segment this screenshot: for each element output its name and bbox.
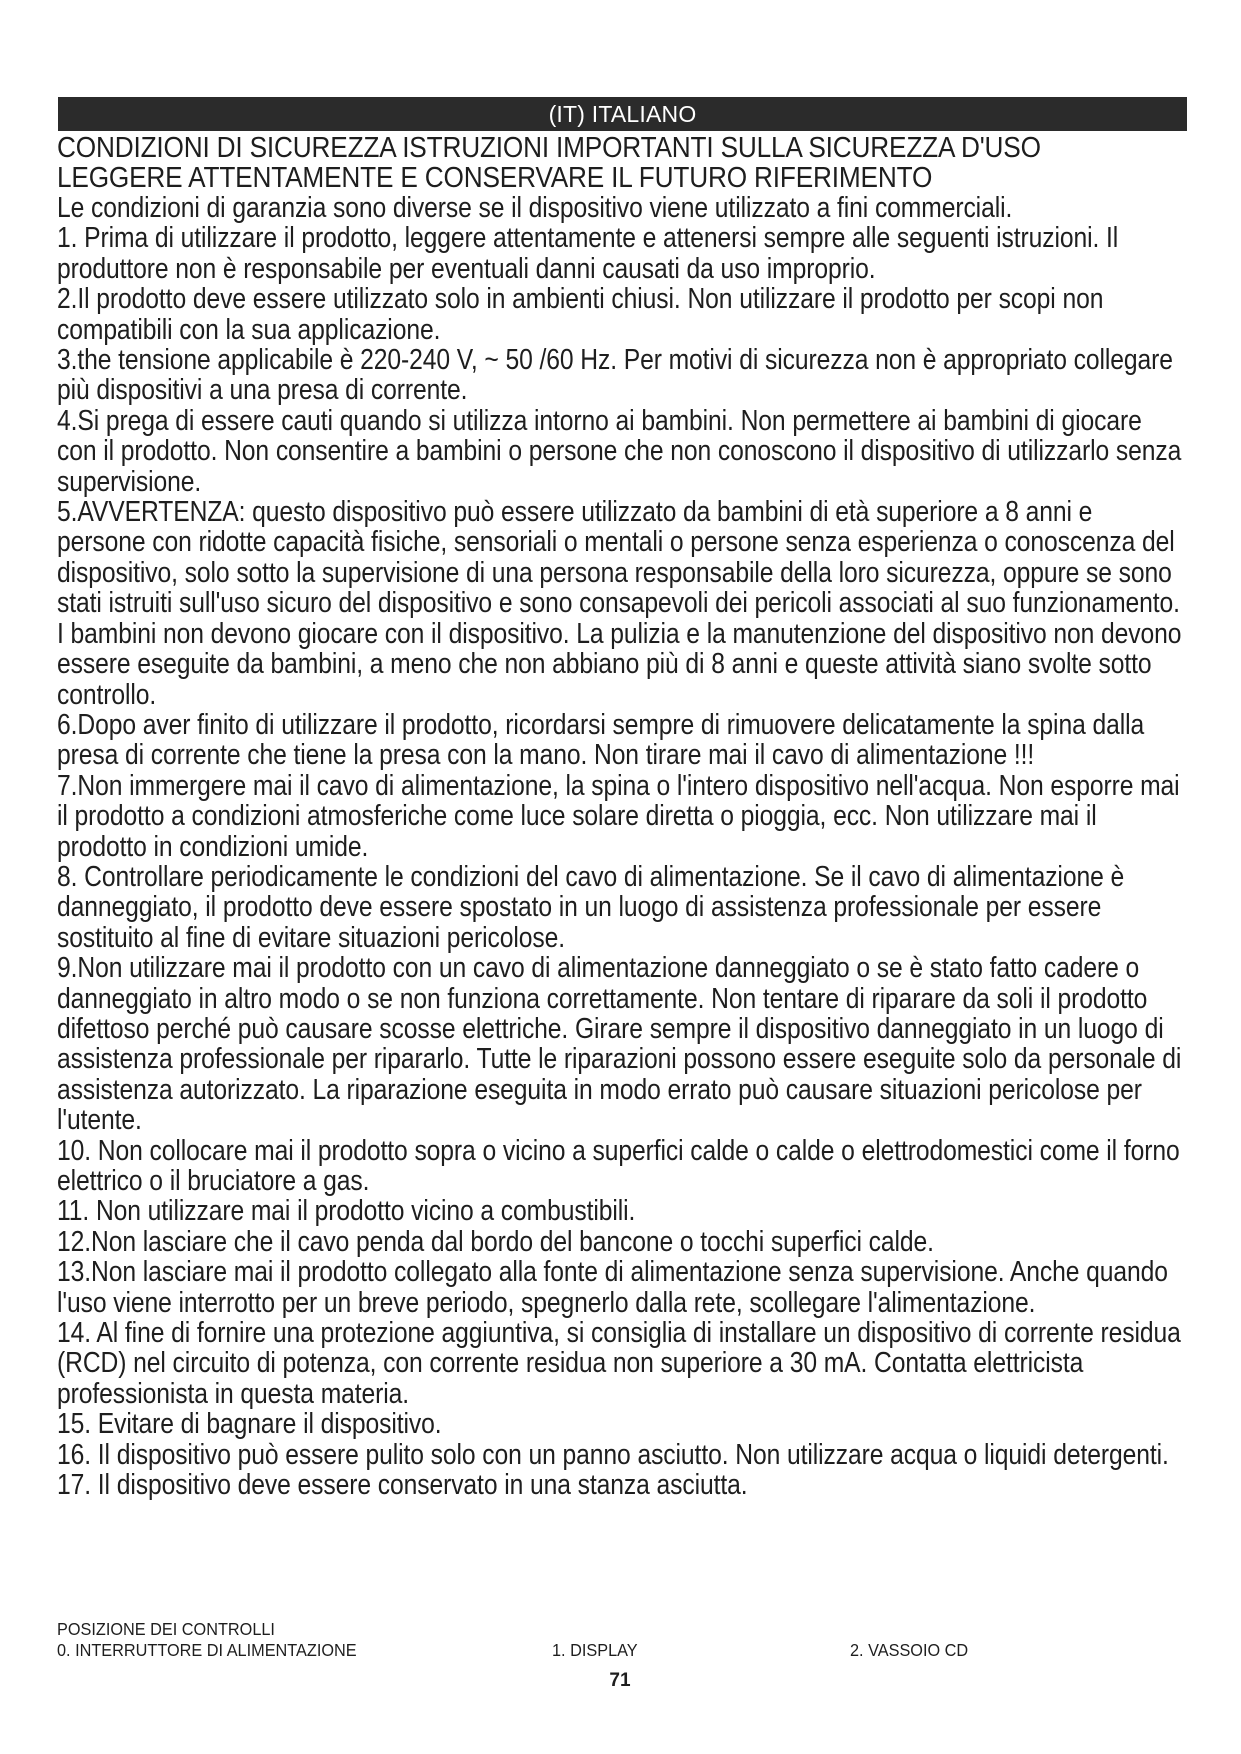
page-number: 71 — [609, 1670, 631, 1691]
instruction-item: 4.Si prega di essere cauti quando si utilizza intorno ai bambini. Non permettere ai bambini di giocare con il prodotto. Non consentire a bambini o persone che non conoscono il dispositivo di utilizzarlo senza supervisione. — [57, 404, 1182, 498]
instruction-item: 15. Evitare di bagnare il dispositivo. — [57, 1408, 442, 1441]
instruction-item: 11. Non utilizzare mai il prodotto vicino a combustibili. — [57, 1195, 636, 1228]
warranty-note: Le condizioni di garanzia sono diverse se il dispositivo viene utilizzato a fini commerciali. — [57, 192, 1013, 224]
instruction-item: 1. Prima di utilizzare il prodotto, leggere attentamente e attenersi sempre alle seguenti istruzioni. Il produttore non è responsabile per eventuali danni causati da uso improprio. — [57, 222, 1119, 285]
control-power-switch: 0. INTERRUTTORE DI ALIMENTAZIONE — [57, 1640, 357, 1660]
instruction-item: 13.Non lasciare mai il prodotto collegato alla fonte di alimentazione senza supervisione. Anche quando l'uso viene interrotto per un breve periodo, spegnerlo dalla rete, scollegare l'alimentazione. — [57, 1256, 1168, 1319]
language-header-bar: (IT) ITALIANO — [58, 97, 1187, 131]
control-display: 1. DISPLAY — [552, 1640, 638, 1660]
instruction-item: 2.Il prodotto deve essere utilizzato solo in ambienti chiusi. Non utilizzare il prodotto per scopi non compatibili con la sua applicazione. — [57, 283, 1104, 346]
instruction-item: 12.Non lasciare che il cavo penda dal bordo del bancone o tocchi superfici calde. — [57, 1225, 934, 1258]
instruction-item: 17. Il dispositivo deve essere conservato in una stanza asciutta. — [57, 1469, 748, 1502]
instruction-item: 7.Non immergere mai il cavo di alimentazione, la spina o l'intero dispositivo nell'acqua. Non esporre mai il prodotto a condizioni atmosferiche come luce solare diretta o pioggia, ecc. Non utilizzare mai il prodotto in condizioni umide. — [57, 769, 1180, 863]
instruction-item: 16. Il dispositivo può essere pulito solo con un panno asciutto. Non utilizzare acqua o liquidi detergenti. — [57, 1438, 1169, 1471]
safety-heading-line-1: CONDIZIONI DI SICUREZZA ISTRUZIONI IMPORTANTI SULLA SICUREZZA D'USO — [57, 132, 1041, 164]
instruction-item: 5.AVVERTENZA: questo dispositivo può essere utilizzato da bambini di età superiore a 8 anni e persone con ridotte capacità fisiche, sensoriali o mentali o persone senza esperienza o conoscenza del dispositivo, solo sotto la supervisione di una persona responsabile della loro sicurezza, oppure se sono stati istruiti sull'uso sicuro del dispositivo e sono consapevoli dei pericoli associati al suo funzionamento. I bambini non devono giocare con il dispositivo. La pulizia e la manutenzione del dispositivo non devono essere eseguite da bambini, a meno che non abbiano più di 8 anni e queste attività siano svolte sotto controllo. — [57, 496, 1182, 711]
safety-instructions — [57, 133, 1197, 1500]
safety-heading-line-2: LEGGERE ATTENTAMENTE E CONSERVARE IL FUTURO RIFERIMENTO — [57, 162, 933, 194]
instruction-item: 14. Al fine di fornire una protezione aggiuntiva, si consiglia di installare un dispositivo di corrente residua (RCD) nel circuito di potenza, con corrente residua non superiore a 30 mA. Contatta elettricista professionista in questa materia. — [57, 1317, 1181, 1410]
instruction-item: 3.the tensione applicabile è 220-240 V, ~ 50 /60 Hz. Per motivi di sicurezza non è appropriato collegare più dispositivi a una presa di corrente. — [57, 344, 1173, 407]
control-cd-tray: 2. VASSOIO CD — [850, 1640, 969, 1660]
controls-title: POSIZIONE DEI CONTROLLI — [57, 1619, 275, 1639]
instruction-item: 6.Dopo aver finito di utilizzare il prodotto, ricordarsi sempre di rimuovere delicatamente la spina dalla presa di corrente che tiene la presa con la mano. Non tirare mai il cavo di alimentazione !!! — [57, 708, 1145, 772]
instruction-item: 8. Controllare periodicamente le condizioni del cavo di alimentazione. Se il cavo di alimentazione è danneggiato, il prodotto deve essere spostato in un luogo di assistenza professionale per essere sostituito al fine di evitare situazioni pericolose. — [57, 860, 1125, 954]
instruction-item: 10. Non collocare mai il prodotto sopra o vicino a superfici calde o calde o elettrodomestici come il forno elettrico o il bruciatore a gas. — [57, 1134, 1180, 1197]
instruction-item: 9.Non utilizzare mai il prodotto con un cavo di alimentazione danneggiato o se è stato fatto cadere o danneggiato in altro modo o se non funziona correttamente. Non tentare di riparare da soli il prodotto difettoso perché può causare scosse elettriche. Girare sempre il dispositivo danneggiato in un luogo di assistenza professionale per ripararlo. Tutte le riparazioni possono essere eseguite solo da personale di assistenza autorizzato. La riparazione eseguita in modo errato può causare situazioni pericolose per l'utente. — [57, 952, 1182, 1137]
